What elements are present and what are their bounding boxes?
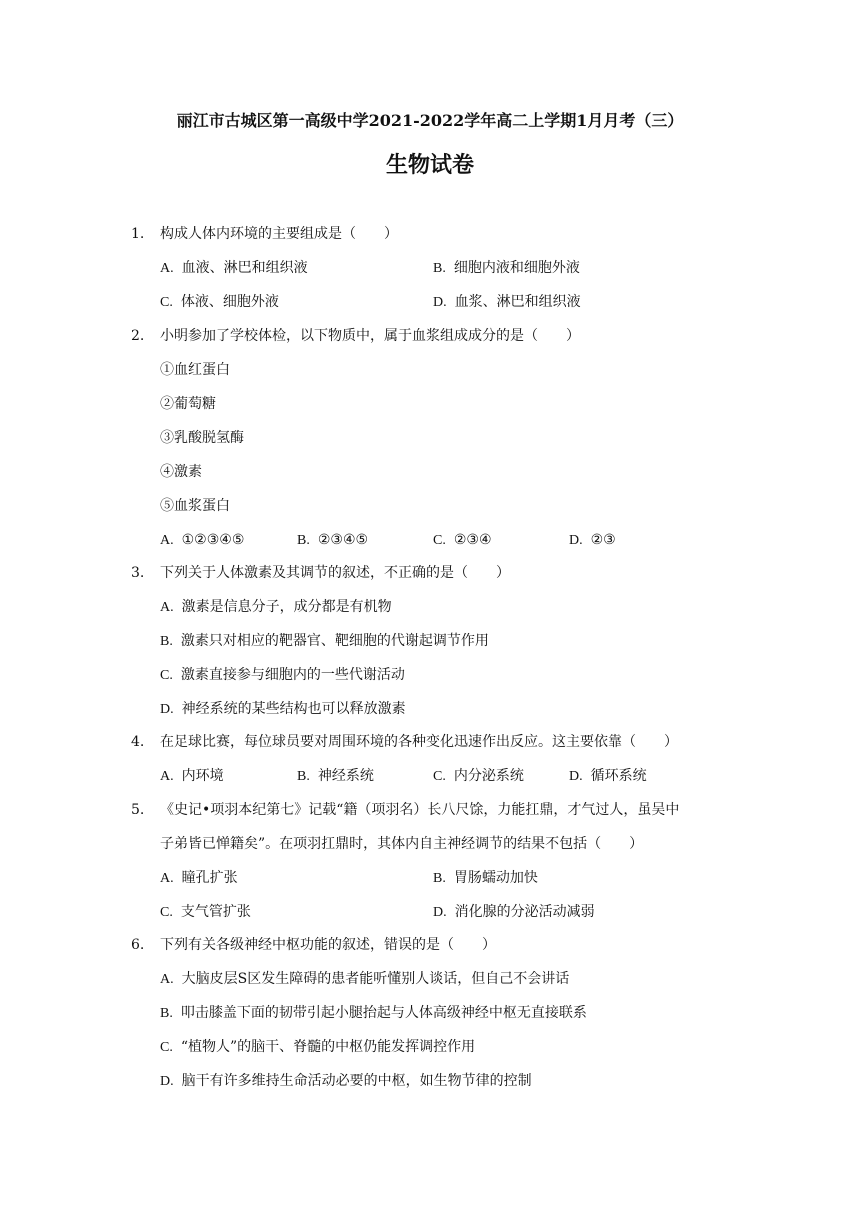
option-b: B. 神经系统 bbox=[297, 768, 374, 784]
substance-item: ③乳酸脱氢酶 bbox=[160, 430, 244, 446]
option-c: C. 体液、细胞外液 bbox=[160, 294, 279, 310]
option-c: C. 内分泌系统 bbox=[433, 768, 524, 784]
option-b: B. ②③④⑤ bbox=[297, 532, 369, 548]
question-number: 1. bbox=[131, 226, 145, 242]
question-stem: 构成人体内环境的主要组成是（ ） bbox=[160, 226, 398, 242]
question-stem: 《史记•项羽本纪第七》记载“籍（项羽名）长八尺馀，力能扛鼎，才气过人，虽吴中 bbox=[160, 802, 680, 818]
question-number: 6. bbox=[131, 937, 145, 953]
option-a: A. 血液、淋巴和组织液 bbox=[160, 260, 308, 276]
exam-title: 丽江市古城区第一高级中学2021-2022学年高二上学期1月月考（三） bbox=[176, 111, 684, 130]
option-c: C. 支气管扩张 bbox=[160, 904, 251, 920]
option-c: C. “植物人”的脑干、脊髓的中枢仍能发挥调控作用 bbox=[160, 1039, 476, 1055]
question-number: 5. bbox=[131, 802, 145, 818]
option-c: C. 激素直接参与细胞内的一些代谢活动 bbox=[160, 667, 405, 683]
exam-subject-title: 生物试卷 bbox=[385, 152, 474, 178]
option-d: D. 脑干有许多维持生命活动必要的中枢，如生物节律的控制 bbox=[160, 1073, 532, 1089]
option-a: A. 瞳孔扩张 bbox=[160, 870, 238, 886]
option-a: A. ①②③④⑤ bbox=[160, 532, 245, 548]
option-c: C. ②③④ bbox=[433, 532, 492, 548]
substance-item: ②葡萄糖 bbox=[160, 396, 216, 412]
option-a: A. 激素是信息分子，成分都是有机物 bbox=[160, 599, 392, 615]
option-b: B. 胃肠蠕动加快 bbox=[433, 870, 538, 886]
option-b: B. 细胞内液和细胞外液 bbox=[433, 260, 580, 276]
option-a: A. 大脑皮层S区发生障碍的患者能听懂别人谈话，但自己不会讲话 bbox=[160, 971, 570, 987]
substance-item: ④激素 bbox=[160, 464, 202, 480]
question-stem: 小明参加了学校体检，以下物质中，属于血浆组成成分的是（ ） bbox=[160, 328, 580, 344]
question-number: 3. bbox=[131, 565, 145, 581]
question-stem-continued: 子弟皆已惮籍矣”。在项羽扛鼎时，其体内自主神经调节的结果不包括（ ） bbox=[160, 836, 644, 852]
substance-item: ⑤血浆蛋白 bbox=[160, 498, 230, 514]
option-d: D. 循环系统 bbox=[569, 768, 647, 784]
option-b: B. 激素只对相应的靶器官、靶细胞的代谢起调节作用 bbox=[160, 633, 489, 649]
question-stem: 下列关于人体激素及其调节的叙述，不正确的是（ ） bbox=[160, 565, 510, 581]
option-a: A. 内环境 bbox=[160, 768, 224, 784]
option-b: B. 叩击膝盖下面的韧带引起小腿抬起与人体高级神经中枢无直接联系 bbox=[160, 1005, 587, 1021]
option-d: D. 血浆、淋巴和组织液 bbox=[433, 294, 581, 310]
question-number: 2. bbox=[131, 328, 145, 344]
option-d: D. ②③ bbox=[569, 532, 616, 548]
option-d: D. 神经系统的某些结构也可以释放激素 bbox=[160, 701, 406, 717]
question-stem: 下列有关各级神经中枢功能的叙述，错误的是（ ） bbox=[160, 937, 496, 953]
question-number: 4. bbox=[131, 734, 145, 750]
substance-item: ①血红蛋白 bbox=[160, 362, 230, 378]
option-d: D. 消化腺的分泌活动减弱 bbox=[433, 904, 595, 920]
question-stem: 在足球比赛，每位球员要对周围环境的各种变化迅速作出反应。这主要依靠（ ） bbox=[160, 734, 678, 750]
